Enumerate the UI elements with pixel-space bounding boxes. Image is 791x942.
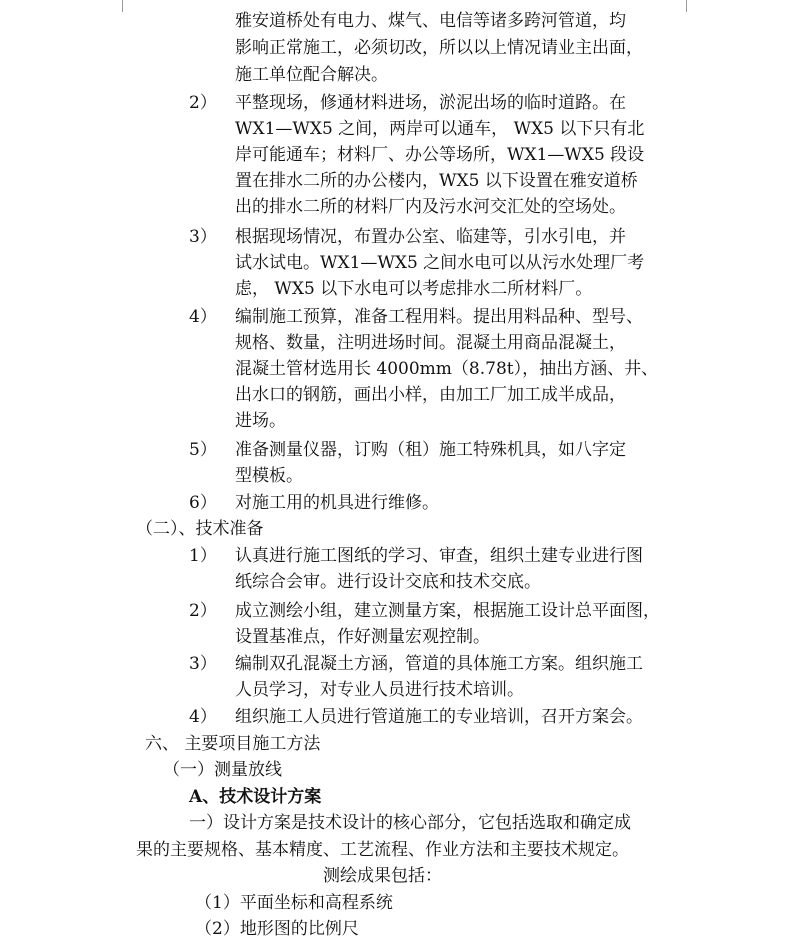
list-item-number: 6）	[189, 493, 217, 513]
intro-line: 雅安道桥处有电力、煤气、电信等诸多跨河管道，均	[235, 11, 626, 31]
list-item-line: 设置基准点，作好测量宏观控制。	[235, 627, 490, 647]
list-item	[235, 90, 644, 220]
list-item-number: 4）	[189, 707, 217, 727]
list-item	[235, 224, 644, 302]
results-intro: 测绘成果包括：	[323, 866, 442, 886]
list-item-line: 准备测量仪器，订购（租）施工特殊机具，如八字定	[235, 440, 626, 460]
list-item	[235, 304, 658, 434]
list-item-number: 4）	[189, 307, 217, 327]
list-item-line: 混凝土管材选用长 4000mm（8.78t），抽出方涵、井、	[235, 359, 659, 379]
list-item-line: 型模板。	[235, 466, 303, 486]
list-item-line: 试水试电。WX1—WX5 之间水电可以从污水处理厂考	[235, 253, 645, 273]
list-item-line: 编制双孔混凝土方涵，管道的具体施工方案。组织施工	[235, 654, 643, 674]
intro-line: 影响正常施工，必须切改，所以以上情况请业主出面，	[235, 38, 643, 58]
list-item	[235, 437, 626, 489]
list-item	[235, 598, 660, 650]
paragraph-line: 一）设计方案是技术设计的核心部分，它包括选取和确定成	[189, 813, 631, 833]
list-item-line: 成立测绘小组，建立测量方案，根据施工设计总平面图，	[235, 601, 660, 621]
results-item: （2）地形图的比例尺	[195, 919, 359, 939]
list-item-number: 2）	[189, 601, 217, 621]
list-item-line: 置在排水二所的办公楼内，WX5 以下设置在雅安道桥	[235, 171, 638, 191]
list-item	[235, 651, 643, 703]
list-item-line: 规格、数量，注明进场时间。混凝土用商品混凝土，	[235, 333, 626, 353]
list-item-number: 5）	[189, 440, 217, 460]
list-item-line: 出水口的钢筋，画出小样，由加工厂加工成半成品，	[235, 385, 626, 405]
list-item-number: 2）	[189, 93, 217, 113]
list-item-line: WX1—WX5 之间，两岸可以通车， WX5 以下只有北	[235, 119, 645, 139]
list-item-line: 组织施工人员进行管道施工的专业培训，召开方案会。	[235, 707, 643, 727]
list-item-line: 纸综合会审。进行设计交底和技术交底。	[235, 572, 541, 592]
section-heading: 六、 主要项目施工方法	[145, 734, 321, 754]
list-item-line: 根据现场情况，布置办公室、临建等，引水引电，并	[235, 227, 626, 247]
list-item-number: 3）	[189, 654, 217, 674]
list-item-line: 编制施工预算，准备工程用料。提出用料品种、型号、	[235, 307, 643, 327]
section-subheading: （一）测量放线	[163, 760, 282, 780]
list-item-line: 出的排水二所的材料厂内及污水河交汇处的空场处。	[235, 197, 626, 217]
intro-line: 施工单位配合解决。	[235, 65, 388, 85]
list-item-number: 1）	[189, 546, 217, 566]
list-item-line: 岸可能通车；材料厂、办公等场所，WX1—WX5 段设	[235, 145, 645, 165]
list-item-line: 进场。	[235, 411, 286, 431]
page-corner-mark-right	[686, 0, 699, 12]
list-item-number: 3）	[189, 227, 217, 247]
list-item-line: 人员学习，对专业人员进行技术培训。	[235, 680, 524, 700]
list-item-line: 虑， WX5 以下水电可以考虑排水二所材料厂。	[235, 279, 593, 299]
page-corner-mark-left	[110, 0, 123, 12]
list-item	[235, 543, 643, 595]
list-item-line: 对施工用的机具进行维修。	[235, 493, 439, 513]
paragraph-line: 果的主要规格、基本精度、工艺流程、作业方法和主要技术规定。	[136, 840, 629, 860]
list-item-line: 平整现场，修通材料进场，淤泥出场的临时道路。在	[235, 93, 626, 113]
section-subheading: （二）、技术准备	[136, 519, 264, 539]
list-item-line: 认真进行施工图纸的学习、审查，组织土建专业进行图	[235, 546, 643, 566]
bold-heading: A、技术设计方案	[189, 787, 322, 807]
results-item: （1）平面坐标和高程系统	[195, 893, 393, 913]
